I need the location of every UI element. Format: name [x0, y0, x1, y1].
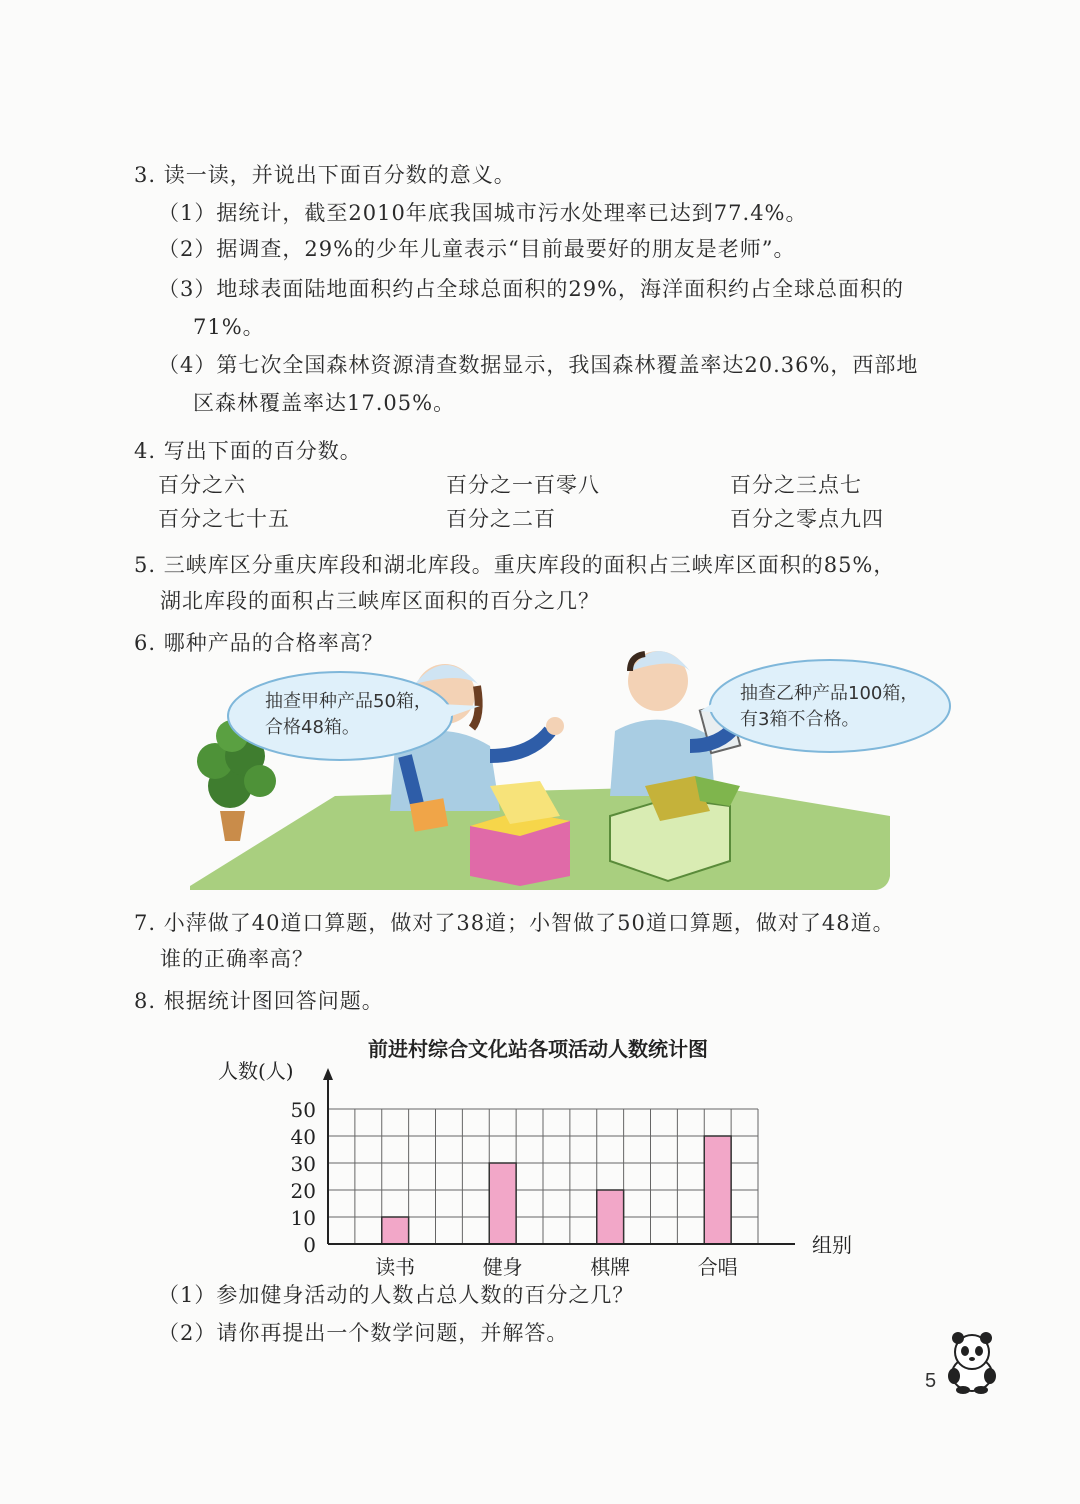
bar-2 — [489, 1163, 516, 1244]
x-tick-label: 棋牌 — [590, 1255, 631, 1279]
bubble-left-line-2: 合格48箱。 — [265, 717, 360, 738]
question-3-item-1: （1）据统计，截至2010年底我国城市污水处理率已达到77.4%。 — [158, 201, 808, 225]
question-8-item-2: （2）请你再提出一个数学问题，并解答。 — [158, 1321, 569, 1345]
inspection-illustration — [190, 636, 919, 894]
y-tick-label: 10 — [290, 1206, 316, 1230]
product-card — [410, 798, 448, 831]
question-8-title: 8. 根据统计图回答问题。 — [134, 989, 384, 1013]
question-4-item: 百分之二百 — [446, 507, 556, 531]
question-6-title: 6. 哪种产品的合格率高？ — [134, 631, 384, 655]
question-3-title: 3. 读一读，并说出下面百分数的意义。 — [134, 163, 516, 187]
question-4-item: 百分之七十五 — [158, 507, 290, 531]
question-4-item: 百分之一百零八 — [446, 473, 600, 497]
chart-title: 前进村综合文化站各项活动人数统计图 — [368, 1037, 708, 1061]
question-7-line-1: 7. 小萍做了40道口算题，做对了38道；小智做了50道口算题，做对了48道。 — [134, 911, 895, 935]
question-5-line-2: 湖北库段的面积占三峡库区面积的百分之几？ — [160, 589, 600, 613]
question-3-item-3-cont: 71%。 — [193, 315, 265, 339]
y-axis-arrow — [323, 1068, 333, 1080]
x-tick-label: 读书 — [375, 1255, 416, 1279]
question-4-item: 百分之零点九四 — [730, 507, 884, 531]
panda-icon — [944, 1330, 1000, 1394]
question-7-line-2: 谁的正确率高？ — [160, 947, 314, 971]
question-8-item-1: （1）参加健身活动的人数占总人数的百分之几？ — [158, 1283, 635, 1307]
y-tick-label: 40 — [290, 1125, 316, 1149]
x-tick-label: 健身 — [482, 1255, 523, 1279]
y-tick-label: 30 — [290, 1152, 316, 1176]
bar-3 — [597, 1190, 624, 1244]
question-5-line-1: 5. 三峡库区分重庆库段和湖北库段。重庆库段的面积占三峡库区面积的85%， — [134, 553, 896, 577]
question-3-item-4-cont: 区森林覆盖率达17.05%。 — [193, 391, 456, 415]
y-axis-label: 人数(人) — [218, 1059, 294, 1083]
question-3-item-4: （4）第七次全国森林资源清查数据显示，我国森林覆盖率达20.36%，西部地 — [158, 353, 919, 377]
y-tick-label: 20 — [290, 1179, 316, 1203]
x-axis-label: 组别 — [812, 1233, 852, 1257]
bubble-right-line-2: 有3箱不合格。 — [740, 709, 860, 730]
question-3-item-3: （3）地球表面陆地面积约占全球总面积的29%，海洋面积约占全球总面积的 — [158, 277, 905, 301]
y-tick-label: 50 — [290, 1098, 316, 1122]
bar-1 — [382, 1217, 409, 1244]
page-number: 5 — [925, 1370, 937, 1392]
question-3-item-2: （2）据调查，29%的少年儿童表示“目前最要好的朋友是老师”。 — [158, 237, 796, 261]
question-4-item: 百分之三点七 — [730, 473, 862, 497]
bubble-right-line-1: 抽查乙种产品100箱， — [740, 683, 919, 704]
x-tick-label: 合唱 — [697, 1255, 738, 1279]
bar-4 — [704, 1136, 731, 1244]
question-4-item: 百分之六 — [158, 473, 246, 497]
bubble-left-line-1: 抽查甲种产品50箱， — [265, 691, 432, 712]
bar-chart — [210, 1030, 870, 1279]
question-4-title: 4. 写出下面的百分数。 — [134, 439, 362, 463]
y-tick-label: 0 — [303, 1233, 316, 1257]
